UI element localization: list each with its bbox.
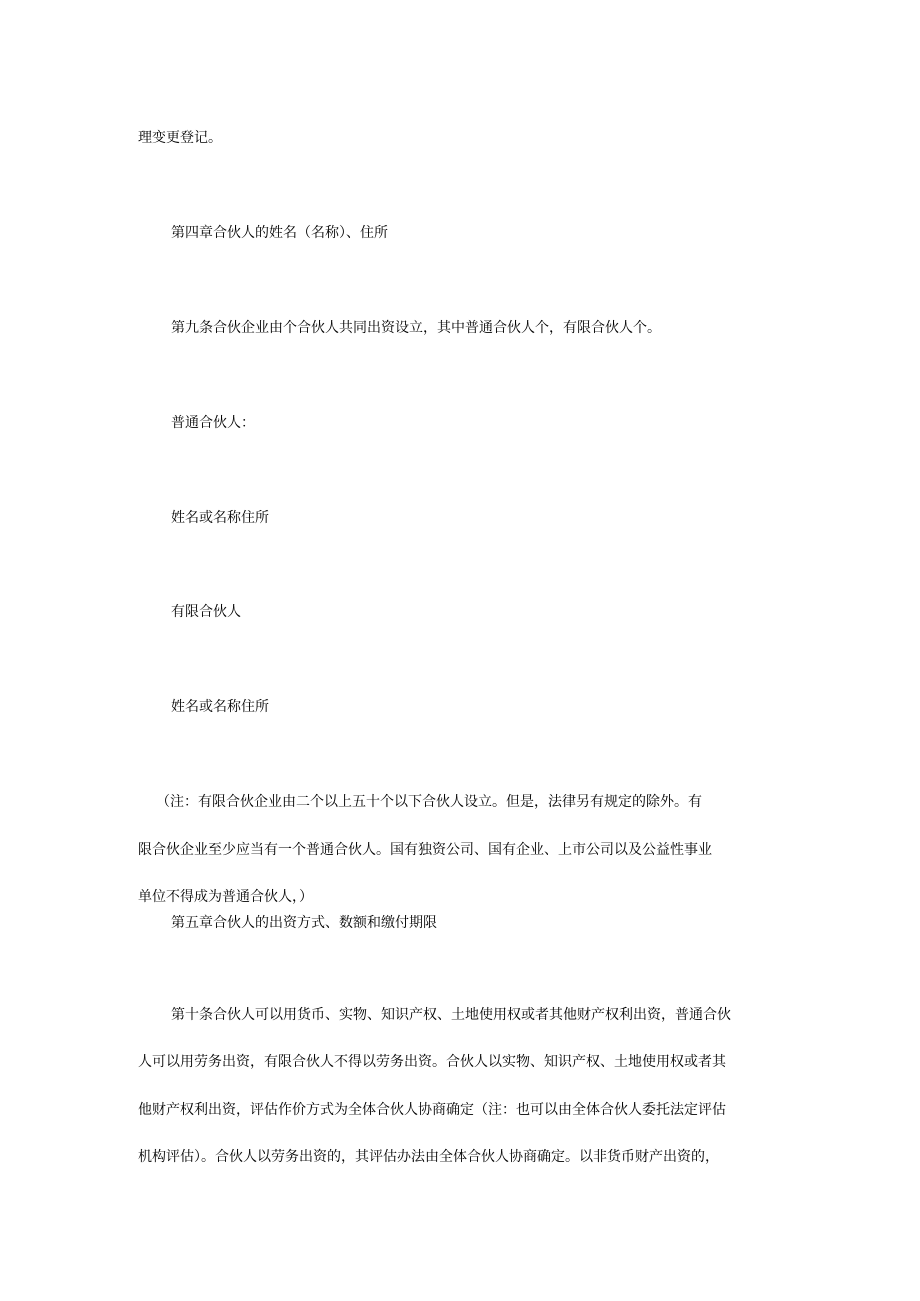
chapter-4-heading: 第四章合伙人的姓名（名称）、住所 <box>171 225 388 241</box>
article-9-text: 第九条合伙企业由个合伙人共同出资设立，其中普通合伙人个，有限合伙人个。 <box>171 320 661 336</box>
note-line-3: 单位不得成为普通合伙人，） <box>138 889 313 905</box>
limited-partner-fields: 姓名或名称住所 <box>171 699 269 715</box>
text-line-continuation: 理变更登记。 <box>138 130 222 146</box>
chapter-5-heading: 第五章合伙人的出资方式、数额和缴付期限 <box>171 915 437 931</box>
article-10-line-2: 人可以用劳务出资，有限合伙人不得以劳务出资。合伙人以实物、知识产权、土地使用权或者其 <box>138 1054 726 1070</box>
article-10-line-4: 机构评估）。合伙人以劳务出资的，其评估办法由全体合伙人协商确定。以非货币财产出资的， <box>138 1149 719 1165</box>
article-10-line-1: 第十条合伙人可以用货币、实物、知识产权、土地使用权或者其他财产权利出资，普通合伙 <box>171 1007 731 1023</box>
general-partner-fields: 姓名或名称住所 <box>171 510 269 526</box>
note-line-1: （注：有限合伙企业由二个以上五十个以下合伙人设立。但是，法律另有规定的除外。有 <box>156 794 702 810</box>
note-line-2: 限合伙企业至少应当有一个普通合伙人。国有独资公司、国有企业、上市公司以及公益性事业 <box>138 842 712 858</box>
limited-partner-label: 有限合伙人 <box>171 604 241 620</box>
article-10-line-3: 他财产权利出资，评估作价方式为全体合伙人协商确定（注：也可以由全体合伙人委托法定评估 <box>138 1102 726 1118</box>
general-partner-label: 普通合伙人： <box>171 415 255 431</box>
